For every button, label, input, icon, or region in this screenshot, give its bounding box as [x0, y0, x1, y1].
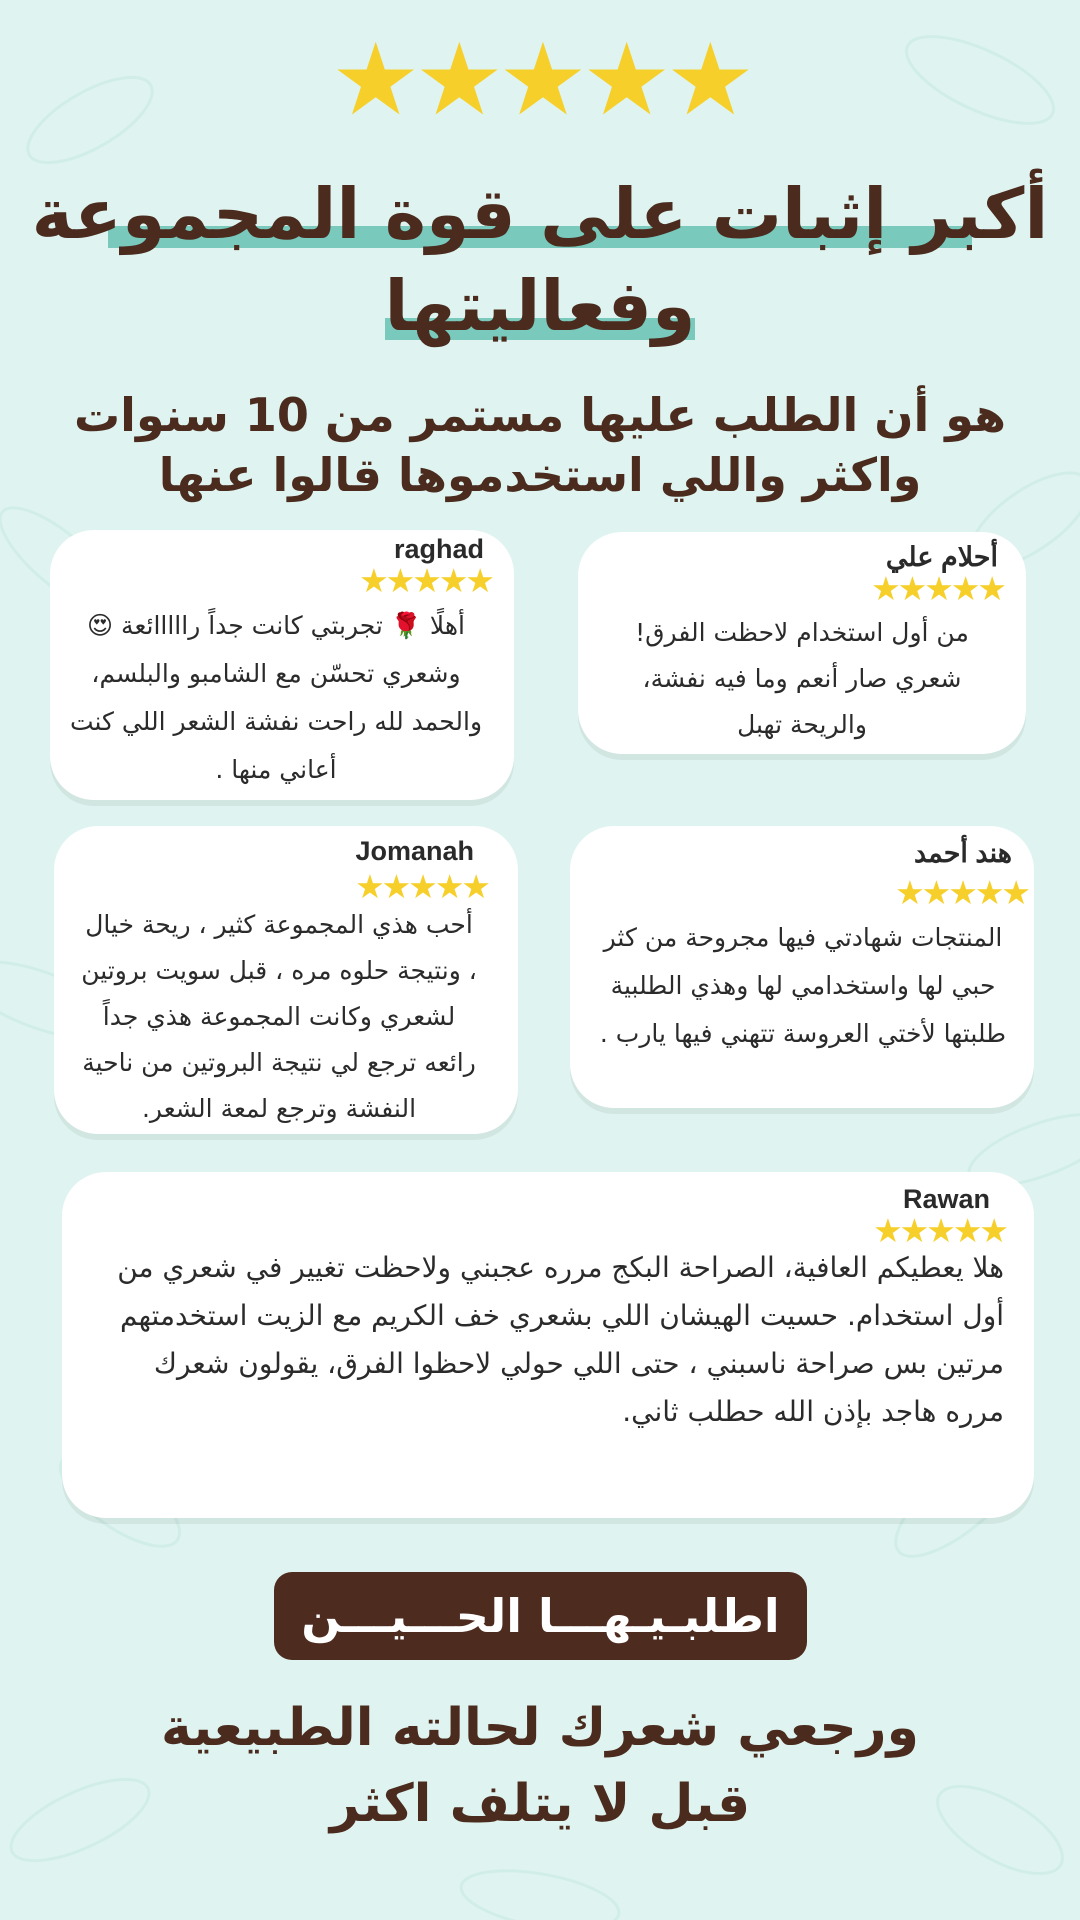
reviewer-name: raghad: [393, 534, 484, 564]
closing-line1: ورجعي شعرك لحالته الطبيعية: [161, 1698, 919, 1758]
review-card: [570, 826, 1034, 1108]
review-text: أحب هذي المجموعة كثير ، ريحة خيال ، ونتيجة حلوه مره ، قبل سويت بروتين لشعري وكانت المجموعة هذي جداً رائعه ترجع لي نتيجة البروتين من ناحية النفشة وترجع لمعة الشعر.: [81, 910, 477, 1123]
review-card: [50, 530, 514, 800]
headline: [0, 168, 1080, 352]
review-text: أهلًا 🌹 تجربتي كانت جداً رااااائعة 😍 وشعري تحسّن مع الشامبو والبلسم، والحمد لله راحت نفشة الشعر اللي كنت أعاني منها .: [69, 611, 483, 784]
reviewer-name: أحلام علي: [885, 542, 998, 572]
rating-stars: ★★★★★: [330, 21, 750, 138]
review-stars: ★★★★★: [355, 867, 488, 906]
review-text: من أول استخدام لاحظت الفرق! شعري صار أنعم وما فيه نفشة، والريحة تهبل: [635, 618, 969, 739]
closing-message: [0, 1690, 1080, 1842]
review-stars: ★★★★★: [871, 569, 1004, 608]
reviewer-name: هند أحمد: [913, 838, 1012, 868]
reviewer-name: Rawan: [902, 1184, 990, 1214]
review-card: [578, 532, 1026, 754]
reviewer-name: Jomanah: [355, 836, 474, 866]
review-stars: ★★★★★: [359, 561, 492, 600]
headline-line2: وفعاليتها: [384, 265, 696, 347]
review-text: المنتجات شهادتي فيها مجروحة من كثر حبي لها واستخدامي لها وهذي الطلبية طلبتها لأختي العروسة تتهني فيها يارب .: [599, 923, 1007, 1048]
review-card: [54, 826, 518, 1134]
review-text: هلا يعطيكم العافية، الصراحة البكج مرره عجبني ولاحظت تغيير في شعري من أول استخدام. حسيت الهيشان اللي بشعري خف الكريم مع الزيت استخدمتهم مرتين بس صراحة ناسبني ، حتى اللي حولي لاحظوا الفرق، يقولون شعرك مرره هاجد بإذن الله حطلب ثاني.: [117, 1251, 1004, 1428]
subheadline-line1: هو أن الطلب عليها مستمر من 10 سنوات: [73, 388, 1007, 442]
closing-line2: قبل لا يتلف اكثر: [329, 1774, 751, 1834]
order-now-button[interactable]: اطلبـيـهـــا الحـــيـــن: [274, 1572, 807, 1660]
headline-line1: أكبر إثبات على قوة المجموعة: [31, 173, 1049, 255]
subheadline-line2: واكثر واللي استخدموها قالوا عنها: [158, 448, 922, 502]
review-stars: ★★★★★: [873, 1211, 1006, 1250]
review-card: [62, 1172, 1034, 1518]
review-stars: ★★★★★: [895, 873, 1028, 912]
subheadline: [60, 385, 1020, 505]
